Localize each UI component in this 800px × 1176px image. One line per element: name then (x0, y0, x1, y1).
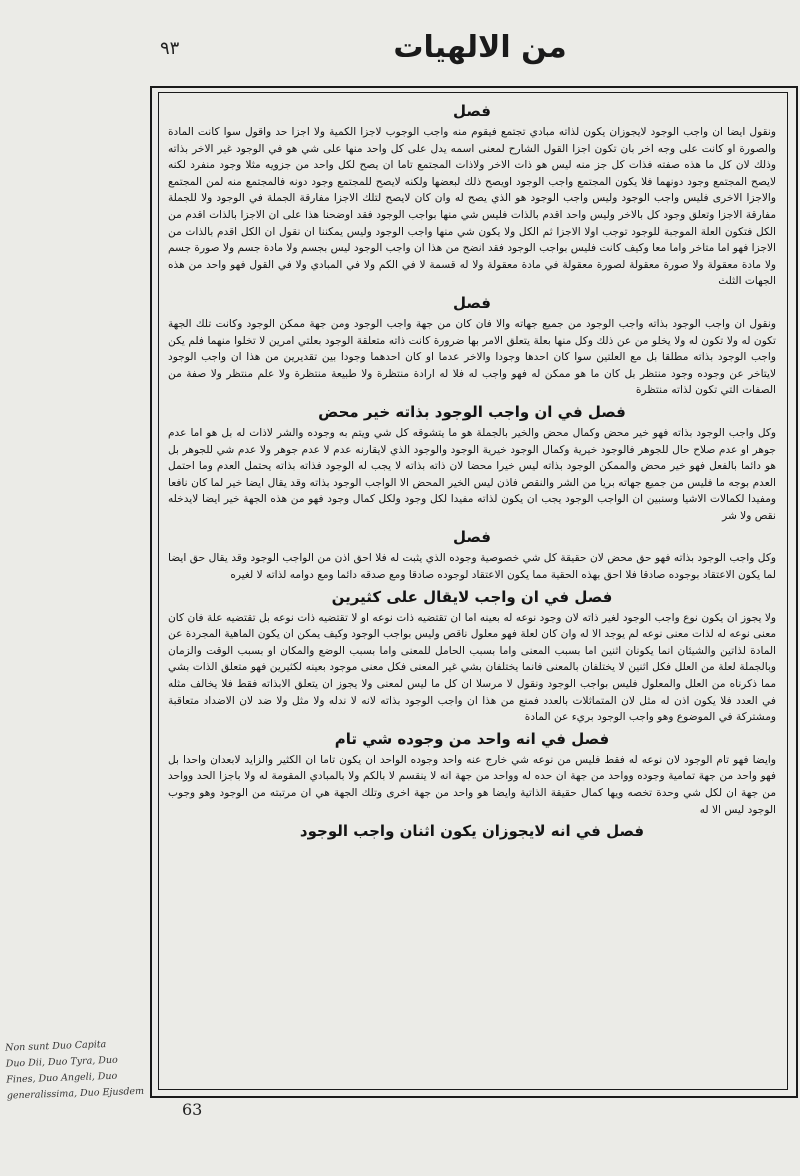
section-heading: فصل في انه لايجوزان يكون اثنان واجب الوجود (299, 822, 645, 841)
section-2 (168, 292, 776, 399)
section-heading: فصل (453, 102, 491, 120)
section-body: وكل واجب الوجود بذاته فهو حق محض لان حقيقة كل شي خصوصية وجوده الذي يثبت له فلا احق اذن من الواجب الوجود وقد يقال حق ايضا لما يكون الاعتقاد بوجوده صادقا فلا احق بهذه الحقية مما يكون الاعتقاد لوجوده صادقا ومع صدقه دائما ومع دوامه لذاته لا لغيره (168, 552, 776, 582)
section-body: ونقول ان واجب الوجود بذاته واجب الوجود من جميع جهاته والا فان كان من جهة واجب الوجود ومن جهة ممكن الوجود وكانت تلك الجهة تكون له ولا تكون له ولا يخلو من عن ذلك وكل منها بعلة يتعلق الامر بها ضرورة كانت ذاته متعلقة الوجود بعلتي امرين لا تخلوا منهما فلم يكن واجب الوجود بذاته مطلقا بل مع العلتين سوا كان احدها وجودا والاخر عدما او كان احدهما وجودا بين تقديرين من هذا ان واجب الوجود لايتاخر عن وجوده وجود منتظر بل كان ما هو ممكن له فهو واجب له فلا له ارادة منتظرة ولا طبيعة منتظرة ولا علم منتظر ولا صفة من الصفات التي تكون لذاته منتظرة (168, 317, 776, 397)
section-4 (168, 526, 776, 583)
section-heading: فصل (453, 293, 491, 312)
margin-note-line: generalissima, Duo Ejusdem (6, 1085, 145, 1102)
folio-number-bottom: 63 (182, 1100, 203, 1119)
section-1 (168, 100, 776, 290)
folio-number-top: ٩٣ (160, 38, 180, 59)
margin-note-line: Duo Dii, Duo Tyra, Duo (5, 1054, 118, 1070)
section-3 (168, 401, 776, 525)
section-body: وايضا فهو تام الوجود لان نوعه له فقط فليس من نوعه شي خارج عنه واحد وجوده الواحد ان يكون تاما ان الكثير والزايد لابعدان واحدا بل فهو واحد من جهة تمامية وجوده وواحد من جهة ان حده له وواحد من جهة انه لا ينقسم لا بالكم ولا بالمبادي المقومة له ولا باجزا الحد وواحد من جهة ان لكل شي وحدة تخصه ويها كمال حقيقة الذاتية وايضا هو واحد من جهة اخرى وتلك الجهة هي ان مرتبته من الوجود وهو وجوب الوجود ليس الا له (168, 753, 776, 816)
section-body: ونقول ايضا ان واجب الوجود لايجوزان يكون لذاته مبادي تجتمع فيقوم منه واجب الوجوب لاجزا الكمية ولا اجزا حد واقول سوا كانت المادة والصورة او كانت على وجه اخر بان تكون اجزا القول الشارح لمعنى اسمه يدل على كل واحد منها على شي هو في الوجود غير الاخر بذاته وذلك لان كل ما هذه صفته فذات كل جز منه ليس هو ذات الاخر ولاذات المجتمع تاما ان يصح لكل واحد من جزويه مثلا وجود منفرد لكنه لايصح المجتمع وجود دونهما فلا يكون المجتمع واجب الوجود اويصح ذلك لبعضها ولكنه لايصح للمجتمع وجود دونه فالمجتمع منه لمن المجتمع والاجزا الاخرى فليس واجب الوجود وليس واجب الوجود هو الذي يصح له وان كان لايصح لتلك الاجزا مفارقة الجملة في الوجود ولا للجملة مفارقة الاجزا وتعلق وجود كل بالاخر وليس واحد اقدم بالذات فليس شي منها بواجب الوجود فقد اوضحنا هذا على ان الاجزا بالذات اقدم من الكل فتكون العلة الموجبة للوجود توجب اولا الاجزا ثم الكل ولا يكون شي منها واجب الوجود وليس يمكننا ان نقول ان الكل اقدم بالذات من الاجزا فهو اما متاخر واما معا وكيف كانت فليس بواجب الوجود فقد انضح من هذا ان واجب الوجود ليس بجسم ولا مادة جسم ولا صورة جسم ولا مادة معقولة ولا صورة معقولة لصورة معقولة في مادة معقولة ولا له قسمة لا في الكم ولا في المبادي ولا في القول فهو واحد من هذه الجهات الثلث (168, 126, 776, 288)
section-body: وكل واجب الوجود بذاته فهو خير محض وكمال محض والخير بالجملة هو ما يتشوقه كل شي ويتم به وجوده والشر لاذات له بل هو اما عدم جوهر او عدم صلاح حال للجوهر فالوجود خيرية وكمال الوجود خيرية الوجود والوجود الذي لايقارنه عدم لا عدم جوهر ولا عدم شي للجوهر بل هو دائما بالفعل فهو خير محض والممكن الوجود بذاته ليس خيرا محضا لان ذاته بذاته لا يجب له الوجود فذاته بذاته يحتمل العدم وما احتمل العدم بوجه ما فليس من جميع جهاته بريا من الشر والنقص فاذن ليس الخير المحض الا الواجب الوجود بذاته وقد يقال ايضا خير لما كان نافعا ومفيدا لكمالات الاشيا وسنبين ان الواجب الوجود يجب ان يكون لذاته مفيدا لكل وجود ولكل كمال وجود فهو من هذه الجهة خير ايضا لايدخله نقص ولا شر (168, 426, 776, 522)
margin-note-line: Fines, Duo Angeli, Duo (6, 1070, 118, 1086)
section-heading: فصل في ان واجب لايقال على كثيرين (331, 587, 613, 606)
handwritten-margin-note (5, 1035, 155, 1104)
running-head: من الالهيات (393, 30, 567, 65)
section-6 (168, 728, 776, 818)
section-7 (168, 820, 776, 842)
text-block (168, 98, 776, 1084)
section-heading: فصل في انه واحد من وجوده شي تام (334, 729, 610, 748)
section-heading: فصل في ان واجب الوجود بذاته خير محض (318, 402, 626, 421)
margin-note-line: Non sunt Duo Capita (4, 1039, 107, 1054)
section-heading: فصل (453, 528, 491, 547)
section-body: ولا يجوز ان يكون نوع واجب الوجود لغير ذاته لان وجود نوعه له بعينه اما ان تقتضيه ذات نوعه او لا تقتضيه ذات نوعه بل تقتضيه علة فان كان معنى نوعه له لذات معنى نوعه لم يوجد الا له وان كان لعلة فهو معلول ناقص وليس بواجب الوجود وكيف يمكن ان يكون الماهية المجردة عن المادة لذاتين والشيئان انما يكونان اثنين اما بسبب المعنى واما بسبب الحامل للمعنى واما بسبب الوضع والمكان او بسبب الوقت والزمان وبالجملة لعلة من العلل فكل اثنين لا يختلفان بالمعنى فانما يختلفان بشي غير المعنى فكل معنى موجود بعينه لكثيرين فهو متعلق الذات بشي مما ذكرناه من العلل والمعلول فليس بواجب الوجود ونقول لا مرسلا ان كل ما ليس لمعنى ولا يجوز ان يتعلق الابذاته فقط فلا يخالف مثله في العدد فلا يكون اذن له مثل لان المتماثلات بالعدد فمنع من هذا ان واجب الوجود بذاته لانه لا ندله ولا مثل ولا ضد لان الاضداد متعاقبة ومشتركة في الموضوع وهو واجب الوجود بريء عن المادة (168, 611, 776, 724)
section-5 (168, 586, 776, 726)
